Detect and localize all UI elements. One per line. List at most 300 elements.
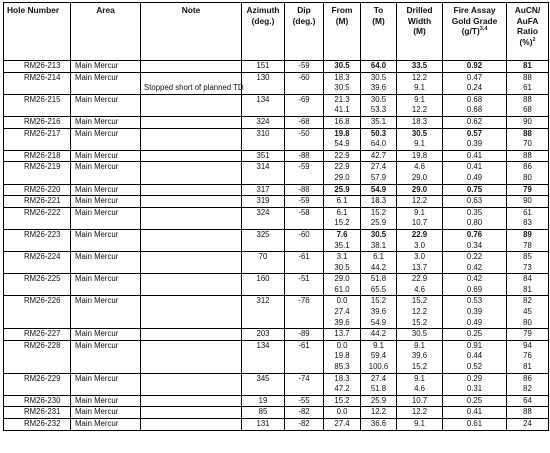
cell-area: Main Mercur bbox=[71, 184, 141, 196]
cell-ratio: 70 bbox=[507, 139, 549, 150]
cell-hole-number: RM26-216 bbox=[4, 116, 71, 128]
cell-hole-number bbox=[4, 318, 71, 329]
cell-note bbox=[141, 184, 242, 196]
cell-hole-number bbox=[4, 173, 71, 184]
table-row bbox=[4, 94, 549, 105]
cell-hole-number bbox=[4, 307, 71, 318]
cell-drilled-width: 9.1 bbox=[397, 139, 443, 150]
cell-to: 9.1 bbox=[361, 340, 397, 351]
cell-ratio: 78 bbox=[507, 241, 549, 252]
table-row bbox=[4, 373, 549, 384]
header-note bbox=[141, 3, 242, 61]
cell-note bbox=[141, 229, 242, 240]
cell-from: 29.0 bbox=[324, 274, 361, 285]
cell-area bbox=[71, 263, 141, 274]
cell-drilled-width: 12.2 bbox=[397, 196, 443, 208]
header-width-line1: Drilled bbox=[406, 5, 433, 15]
cell-area bbox=[71, 241, 141, 252]
drill-results-table bbox=[3, 2, 549, 431]
table-row bbox=[4, 162, 549, 173]
cell-hole-number: RM26-213 bbox=[4, 61, 71, 73]
cell-hole-number: RM26-221 bbox=[4, 196, 71, 208]
cell-dip bbox=[285, 105, 324, 116]
cell-hole-number bbox=[4, 384, 71, 395]
cell-note bbox=[141, 173, 242, 184]
cell-from: 27.4 bbox=[324, 419, 361, 431]
header-azimuth-line1: Azimuth bbox=[246, 5, 280, 15]
cell-from: 6.1 bbox=[324, 207, 361, 218]
cell-ratio: 45 bbox=[507, 307, 549, 318]
cell-dip: -59 bbox=[285, 162, 324, 173]
cell-gold-grade: 0.69 bbox=[443, 285, 507, 296]
cell-ratio: 80 bbox=[507, 173, 549, 184]
cell-dip: -89 bbox=[285, 329, 324, 341]
cell-dip: -60 bbox=[285, 72, 324, 83]
cell-drilled-width: 9.1 bbox=[397, 83, 443, 94]
cell-drilled-width: 33.5 bbox=[397, 61, 443, 73]
table-row bbox=[4, 296, 549, 307]
cell-gold-grade: 0.47 bbox=[443, 72, 507, 83]
cell-area: Main Mercur bbox=[71, 128, 141, 139]
cell-area: Main Mercur bbox=[71, 274, 141, 285]
cell-hole-number: RM26-214 bbox=[4, 72, 71, 83]
cell-area: Main Mercur bbox=[71, 329, 141, 341]
cell-hole-number bbox=[4, 83, 71, 94]
cell-from: 21.3 bbox=[324, 94, 361, 105]
cell-dip bbox=[285, 351, 324, 362]
cell-hole-number: RM26-230 bbox=[4, 395, 71, 407]
cell-azimuth: 317 bbox=[242, 184, 285, 196]
cell-gold-grade: 0.44 bbox=[443, 351, 507, 362]
table-row bbox=[4, 351, 549, 362]
cell-gold-grade: 0.29 bbox=[443, 373, 507, 384]
header-hole-number-text: Hole Number bbox=[7, 5, 60, 15]
cell-gold-grade: 0.68 bbox=[443, 105, 507, 116]
cell-to: 27.4 bbox=[361, 162, 397, 173]
cell-gold-grade: 0.53 bbox=[443, 296, 507, 307]
cell-dip bbox=[285, 173, 324, 184]
cell-ratio: 76 bbox=[507, 351, 549, 362]
cell-area: Main Mercur bbox=[71, 94, 141, 105]
cell-azimuth bbox=[242, 351, 285, 362]
cell-gold-grade: 0.76 bbox=[443, 229, 507, 240]
header-drilled-width bbox=[397, 3, 443, 61]
cell-hole-number: RM26-224 bbox=[4, 252, 71, 263]
cell-to: 18.3 bbox=[361, 196, 397, 208]
cell-azimuth bbox=[242, 173, 285, 184]
header-ratio-line3: Ratio bbox=[517, 26, 538, 37]
cell-azimuth: 310 bbox=[242, 128, 285, 139]
cell-to: 54.9 bbox=[361, 318, 397, 329]
cell-ratio: 86 bbox=[507, 162, 549, 173]
table-row bbox=[4, 184, 549, 196]
cell-to: 39.6 bbox=[361, 307, 397, 318]
cell-hole-number bbox=[4, 362, 71, 373]
cell-note bbox=[141, 362, 242, 373]
cell-drilled-width: 9.1 bbox=[397, 340, 443, 351]
cell-to: 64.0 bbox=[361, 61, 397, 73]
cell-azimuth: 70 bbox=[242, 252, 285, 263]
cell-azimuth: 85 bbox=[242, 407, 285, 419]
cell-from: 30.5 bbox=[324, 263, 361, 274]
cell-azimuth bbox=[242, 318, 285, 329]
header-azimuth bbox=[242, 3, 285, 61]
cell-from: 15.2 bbox=[324, 218, 361, 229]
table-row bbox=[4, 207, 549, 218]
cell-dip: -61 bbox=[285, 252, 324, 263]
cell-to: 6.1 bbox=[361, 252, 397, 263]
cell-gold-grade: 0.22 bbox=[443, 252, 507, 263]
cell-dip: -88 bbox=[285, 184, 324, 196]
cell-gold-grade: 0.39 bbox=[443, 139, 507, 150]
cell-drilled-width: 9.1 bbox=[397, 207, 443, 218]
cell-azimuth: 345 bbox=[242, 373, 285, 384]
cell-from: 25.9 bbox=[324, 184, 361, 196]
cell-dip: -69 bbox=[285, 94, 324, 105]
cell-ratio: 88 bbox=[507, 72, 549, 83]
header-ratio-line2: AuFA bbox=[516, 15, 539, 26]
cell-gold-grade: 0.34 bbox=[443, 241, 507, 252]
cell-gold-grade: 0.25 bbox=[443, 395, 507, 407]
header-grade-line3: (g/T) bbox=[461, 26, 480, 37]
cell-note bbox=[141, 128, 242, 139]
cell-hole-number: RM26-222 bbox=[4, 207, 71, 218]
cell-hole-number: RM26-220 bbox=[4, 184, 71, 196]
table-row bbox=[4, 384, 549, 395]
cell-gold-grade: 0.61 bbox=[443, 419, 507, 431]
cell-ratio: 81 bbox=[507, 61, 549, 73]
cell-gold-grade: 0.80 bbox=[443, 218, 507, 229]
cell-azimuth: 324 bbox=[242, 207, 285, 218]
cell-hole-number: RM26-231 bbox=[4, 407, 71, 419]
cell-gold-grade: 0.25 bbox=[443, 329, 507, 341]
cell-area bbox=[71, 285, 141, 296]
cell-to: 100.6 bbox=[361, 362, 397, 373]
cell-area: Main Mercur bbox=[71, 196, 141, 208]
cell-drilled-width: 9.1 bbox=[397, 373, 443, 384]
cell-drilled-width: 12.2 bbox=[397, 407, 443, 419]
cell-area bbox=[71, 218, 141, 229]
cell-gold-grade: 0.49 bbox=[443, 318, 507, 329]
cell-gold-grade: 0.31 bbox=[443, 384, 507, 395]
cell-azimuth: 351 bbox=[242, 150, 285, 162]
cell-from: 30.5 bbox=[324, 83, 361, 94]
cell-dip: -55 bbox=[285, 395, 324, 407]
header-gold-grade bbox=[443, 3, 507, 61]
cell-note bbox=[141, 340, 242, 351]
cell-azimuth: 324 bbox=[242, 116, 285, 128]
cell-to: 25.9 bbox=[361, 395, 397, 407]
cell-note bbox=[141, 139, 242, 150]
cell-ratio: 79 bbox=[507, 329, 549, 341]
cell-gold-grade: 0.91 bbox=[443, 340, 507, 351]
cell-dip: -74 bbox=[285, 373, 324, 384]
cell-from: 30.5 bbox=[324, 61, 361, 73]
cell-note bbox=[141, 285, 242, 296]
header-from-line1: From bbox=[331, 5, 353, 15]
cell-to: 64.0 bbox=[361, 139, 397, 150]
cell-azimuth: 160 bbox=[242, 274, 285, 285]
cell-ratio: 94 bbox=[507, 340, 549, 351]
cell-gold-grade: 0.75 bbox=[443, 184, 507, 196]
header-ratio-superscript: 2 bbox=[532, 36, 536, 43]
cell-drilled-width: 10.7 bbox=[397, 395, 443, 407]
table-row bbox=[4, 252, 549, 263]
header-grade-superscript: 3,4 bbox=[479, 26, 488, 33]
cell-from: 85.3 bbox=[324, 362, 361, 373]
cell-drilled-width: 4.6 bbox=[397, 285, 443, 296]
cell-note bbox=[141, 351, 242, 362]
cell-note bbox=[141, 241, 242, 252]
cell-to: 44.2 bbox=[361, 263, 397, 274]
header-note-text: Note bbox=[181, 5, 201, 15]
cell-area: Main Mercur bbox=[71, 116, 141, 128]
table-row bbox=[4, 307, 549, 318]
cell-azimuth bbox=[242, 105, 285, 116]
cell-gold-grade: 0.52 bbox=[443, 362, 507, 373]
cell-azimuth: 319 bbox=[242, 196, 285, 208]
cell-azimuth: 314 bbox=[242, 162, 285, 173]
cell-from: 41.1 bbox=[324, 105, 361, 116]
header-dip-line2: (deg.) bbox=[292, 15, 316, 26]
cell-note bbox=[141, 296, 242, 307]
cell-gold-grade: 0.41 bbox=[443, 150, 507, 162]
cell-gold-grade: 0.42 bbox=[443, 274, 507, 285]
cell-drilled-width: 3.0 bbox=[397, 241, 443, 252]
cell-from: 22.9 bbox=[324, 162, 361, 173]
header-row bbox=[4, 3, 549, 61]
cell-hole-number: RM26-219 bbox=[4, 162, 71, 173]
cell-from: 39.6 bbox=[324, 318, 361, 329]
cell-to: 39.6 bbox=[361, 83, 397, 94]
cell-drilled-width: 10.7 bbox=[397, 218, 443, 229]
table-row bbox=[4, 395, 549, 407]
cell-azimuth bbox=[242, 241, 285, 252]
cell-drilled-width: 19.8 bbox=[397, 150, 443, 162]
cell-area bbox=[71, 139, 141, 150]
cell-ratio: 81 bbox=[507, 362, 549, 373]
header-area-text: Area bbox=[96, 5, 115, 15]
table-row bbox=[4, 407, 549, 419]
cell-note bbox=[141, 150, 242, 162]
cell-dip: -82 bbox=[285, 419, 324, 431]
table-row bbox=[4, 419, 549, 431]
table-row bbox=[4, 263, 549, 274]
cell-drilled-width: 29.0 bbox=[397, 173, 443, 184]
cell-to: 15.2 bbox=[361, 207, 397, 218]
cell-gold-grade: 0.42 bbox=[443, 263, 507, 274]
cell-to: 65.5 bbox=[361, 285, 397, 296]
cell-to: 25.9 bbox=[361, 218, 397, 229]
cell-hole-number bbox=[4, 105, 71, 116]
cell-note bbox=[141, 329, 242, 341]
cell-hole-number bbox=[4, 285, 71, 296]
cell-azimuth bbox=[242, 263, 285, 274]
header-grade-line1: Fire Assay bbox=[453, 5, 496, 15]
cell-note bbox=[141, 252, 242, 263]
cell-gold-grade: 0.62 bbox=[443, 116, 507, 128]
cell-note bbox=[141, 395, 242, 407]
cell-drilled-width: 3.0 bbox=[397, 252, 443, 263]
cell-ratio: 68 bbox=[507, 105, 549, 116]
cell-area: Main Mercur bbox=[71, 340, 141, 351]
cell-from: 22.9 bbox=[324, 150, 361, 162]
cell-gold-grade: 0.57 bbox=[443, 128, 507, 139]
cell-from: 47.2 bbox=[324, 384, 361, 395]
table-row bbox=[4, 116, 549, 128]
cell-hole-number: RM26-225 bbox=[4, 274, 71, 285]
cell-to: 44.2 bbox=[361, 329, 397, 341]
cell-dip: -58 bbox=[285, 207, 324, 218]
table-row bbox=[4, 139, 549, 150]
header-hole-number bbox=[4, 3, 71, 61]
cell-to: 38.1 bbox=[361, 241, 397, 252]
header-dip-line1: Dip bbox=[297, 5, 311, 15]
cell-ratio: 64 bbox=[507, 395, 549, 407]
cell-to: 30.5 bbox=[361, 72, 397, 83]
cell-azimuth: 134 bbox=[242, 94, 285, 105]
cell-ratio: 61 bbox=[507, 83, 549, 94]
cell-to: 59.4 bbox=[361, 351, 397, 362]
cell-from: 6.1 bbox=[324, 196, 361, 208]
cell-hole-number: RM26-226 bbox=[4, 296, 71, 307]
cell-ratio: 89 bbox=[507, 229, 549, 240]
cell-note bbox=[141, 384, 242, 395]
cell-dip: -76 bbox=[285, 296, 324, 307]
cell-to: 42.7 bbox=[361, 150, 397, 162]
cell-note bbox=[141, 307, 242, 318]
cell-note bbox=[141, 218, 242, 229]
cell-hole-number: RM26-232 bbox=[4, 419, 71, 431]
cell-dip: -88 bbox=[285, 150, 324, 162]
cell-area: Main Mercur bbox=[71, 296, 141, 307]
cell-dip: -68 bbox=[285, 116, 324, 128]
table-body bbox=[4, 61, 549, 431]
cell-drilled-width: 9.1 bbox=[397, 419, 443, 431]
header-azimuth-line2: (deg.) bbox=[251, 15, 275, 26]
table-row bbox=[4, 218, 549, 229]
cell-dip bbox=[285, 285, 324, 296]
cell-drilled-width: 15.2 bbox=[397, 318, 443, 329]
cell-area bbox=[71, 83, 141, 94]
cell-azimuth bbox=[242, 139, 285, 150]
cell-hole-number bbox=[4, 139, 71, 150]
cell-drilled-width: 18.3 bbox=[397, 116, 443, 128]
cell-from: 13.7 bbox=[324, 329, 361, 341]
cell-azimuth bbox=[242, 218, 285, 229]
cell-from: 18.3 bbox=[324, 373, 361, 384]
cell-gold-grade: 0.49 bbox=[443, 173, 507, 184]
cell-to: 30.5 bbox=[361, 94, 397, 105]
header-width-line2: Width bbox=[407, 15, 432, 26]
cell-area: Main Mercur bbox=[71, 207, 141, 218]
cell-dip: -50 bbox=[285, 128, 324, 139]
cell-note bbox=[141, 373, 242, 384]
cell-area bbox=[71, 173, 141, 184]
cell-gold-grade: 0.24 bbox=[443, 83, 507, 94]
cell-to: 27.4 bbox=[361, 373, 397, 384]
cell-from: 19.8 bbox=[324, 351, 361, 362]
cell-gold-grade: 0.35 bbox=[443, 207, 507, 218]
cell-ratio: 88 bbox=[507, 128, 549, 139]
table-row bbox=[4, 72, 549, 83]
cell-dip: -61 bbox=[285, 340, 324, 351]
cell-ratio: 82 bbox=[507, 296, 549, 307]
cell-area bbox=[71, 351, 141, 362]
cell-ratio: 79 bbox=[507, 184, 549, 196]
cell-drilled-width: 15.2 bbox=[397, 362, 443, 373]
header-grade-line2: Gold Grade bbox=[451, 15, 498, 26]
cell-note bbox=[141, 116, 242, 128]
cell-azimuth bbox=[242, 307, 285, 318]
drill-results-table-container bbox=[3, 2, 549, 431]
header-ratio-line4: (%) bbox=[519, 36, 533, 47]
cell-hole-number: RM26-215 bbox=[4, 94, 71, 105]
header-to bbox=[361, 3, 397, 61]
cell-gold-grade: 0.39 bbox=[443, 307, 507, 318]
cell-from: 61.0 bbox=[324, 285, 361, 296]
cell-drilled-width: 22.9 bbox=[397, 274, 443, 285]
cell-note bbox=[141, 162, 242, 173]
table-row bbox=[4, 329, 549, 341]
cell-note bbox=[141, 72, 242, 83]
cell-to: 36.6 bbox=[361, 419, 397, 431]
cell-from: 29.0 bbox=[324, 173, 361, 184]
cell-azimuth: 131 bbox=[242, 419, 285, 431]
cell-from: 7.6 bbox=[324, 229, 361, 240]
cell-dip bbox=[285, 318, 324, 329]
header-from-line2: (M) bbox=[335, 15, 349, 26]
cell-dip bbox=[285, 218, 324, 229]
table-header bbox=[4, 3, 549, 61]
cell-ratio: 80 bbox=[507, 318, 549, 329]
cell-dip bbox=[285, 362, 324, 373]
cell-from: 19.8 bbox=[324, 128, 361, 139]
cell-note bbox=[141, 274, 242, 285]
cell-drilled-width: 30.5 bbox=[397, 329, 443, 341]
cell-area bbox=[71, 105, 141, 116]
cell-hole-number: RM26-227 bbox=[4, 329, 71, 341]
cell-note bbox=[141, 196, 242, 208]
cell-to: 51.8 bbox=[361, 274, 397, 285]
cell-dip: -59 bbox=[285, 61, 324, 73]
cell-dip bbox=[285, 241, 324, 252]
cell-drilled-width: 12.2 bbox=[397, 105, 443, 116]
cell-hole-number bbox=[4, 263, 71, 274]
cell-dip bbox=[285, 384, 324, 395]
cell-dip bbox=[285, 83, 324, 94]
cell-gold-grade: 0.41 bbox=[443, 407, 507, 419]
cell-note bbox=[141, 263, 242, 274]
table-row bbox=[4, 128, 549, 139]
cell-ratio: 61 bbox=[507, 207, 549, 218]
cell-gold-grade: 0.92 bbox=[443, 61, 507, 73]
cell-azimuth: 312 bbox=[242, 296, 285, 307]
cell-area bbox=[71, 318, 141, 329]
cell-ratio: 81 bbox=[507, 285, 549, 296]
header-from bbox=[324, 3, 361, 61]
cell-drilled-width: 4.6 bbox=[397, 384, 443, 395]
cell-from: 35.1 bbox=[324, 241, 361, 252]
table-row bbox=[4, 61, 549, 73]
cell-hole-number bbox=[4, 241, 71, 252]
cell-azimuth bbox=[242, 285, 285, 296]
cell-dip: -59 bbox=[285, 196, 324, 208]
cell-hole-number: RM26-218 bbox=[4, 150, 71, 162]
cell-area: Main Mercur bbox=[71, 162, 141, 173]
header-to-line1: To bbox=[373, 5, 384, 15]
cell-azimuth: 130 bbox=[242, 72, 285, 83]
